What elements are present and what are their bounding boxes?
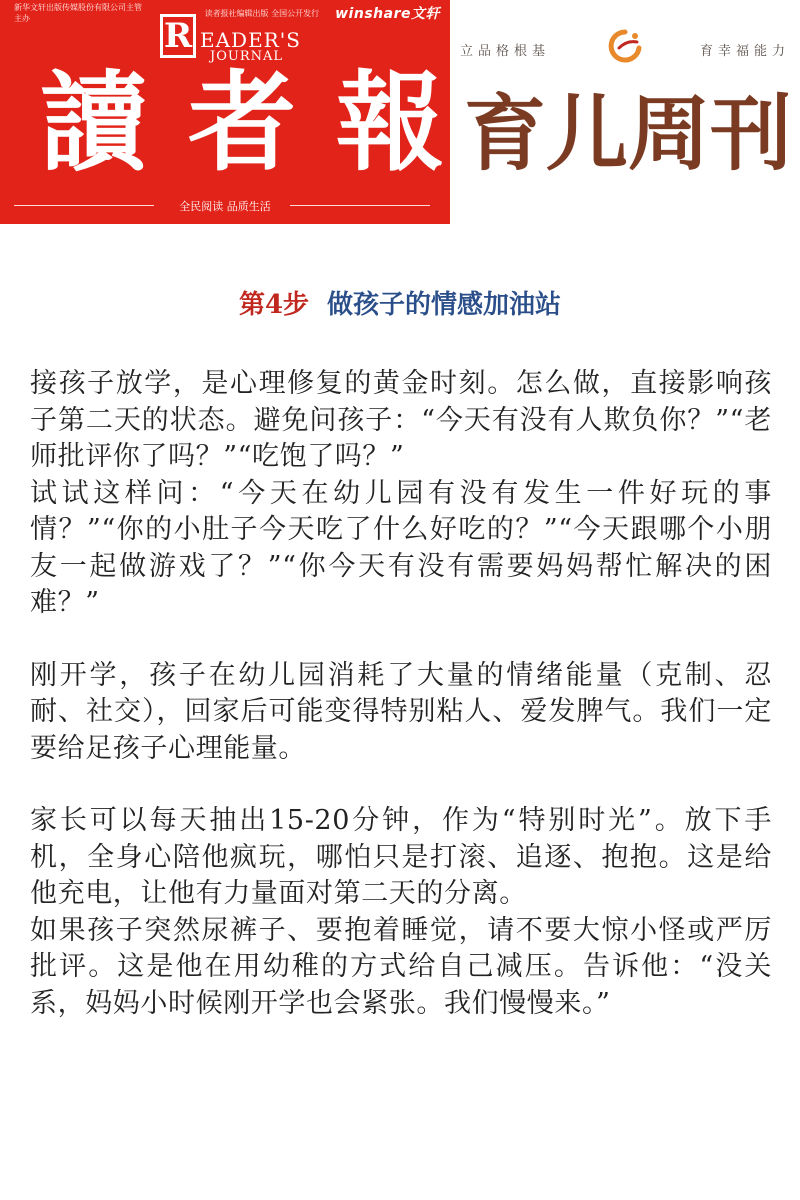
weekly-char: 儿 <box>546 87 629 182</box>
step-heading <box>0 284 800 321</box>
tagline <box>460 38 790 60</box>
masthead-char: 讀 <box>40 60 145 186</box>
step-title-text: 做孩子的情感加油站 <box>327 290 562 320</box>
distributor-text: 读者报社编辑出版 全国公开发行 <box>204 8 320 18</box>
masthead-title <box>40 58 440 188</box>
readers-initial: R <box>163 16 193 56</box>
article-body <box>30 366 772 1022</box>
tagline-right: 育幸福能力 <box>699 43 790 59</box>
parenting-logo-icon <box>605 26 645 66</box>
publisher-text: 新华文轩出版传媒股份有限公司主管主办 <box>14 3 142 23</box>
article-paragraph: 刚开学，孩子在幼儿园消耗了大量的情绪能量（克制、忍耐、社交），回家后可能变得特别粘人、爱发脾气。我们一定要给足孩子心理能量。 <box>30 659 772 764</box>
slogan-rule-left <box>14 205 154 206</box>
parenting-weekly-header <box>460 20 793 220</box>
readers-r-box <box>160 14 196 58</box>
article-paragraph: 家长可以每天抽出15-20分钟，作为“特别时光”。放下手机，全身心陪他疯玩，哪怕只是打滚、追逐、抱抱。这是给他充电，让他有力量面对第二天的分离。 <box>30 805 772 909</box>
step-number: 第4步 <box>238 290 310 320</box>
paragraph-gap <box>30 622 772 658</box>
journal-wordmark-line: JOURNAL <box>210 49 284 64</box>
readers-journal-banner <box>0 0 450 224</box>
winshare-logo: winshare文轩 <box>335 6 440 22</box>
parenting-weekly-title <box>464 87 793 182</box>
article-paragraph: 接孩子放学，是心理修复的黄金时刻。怎么做，直接影响孩子第二天的状态。避免问孩子：“今天有没有人欺负你？”“老师批评你了吗？”“吃饱了吗？” <box>30 368 772 472</box>
paragraph-gap <box>30 767 772 803</box>
weekly-char: 刊 <box>710 87 793 182</box>
readers-wordmark-line: EADER'S <box>200 28 301 52</box>
slogan-rule-right <box>290 205 430 206</box>
masthead-char: 者 <box>187 60 292 186</box>
banner-top-line <box>14 3 440 23</box>
article-paragraph: 如果孩子突然尿裤子、要抱着睡觉，请不要大惊小怪或严厉批评。这是他在用幼稚的方式给自己减压。告诉他：“没关系，妈妈小时候刚开学也会紧张。我们慢慢来。” <box>30 914 772 1019</box>
masthead-slogan: 全民阅读 品质生活 <box>179 200 271 213</box>
tagline-left: 立品格根基 <box>460 43 551 59</box>
article-paragraph: 试试这样问：“今天在幼儿园有没有发生一件好玩的事情？”“你的小肚子今天吃了什么好吃的？”“今天跟哪个小朋友一起做游戏了？”“你今天有没有需要妈妈帮忙解决的困难？” <box>30 477 772 618</box>
weekly-char: 周 <box>628 87 711 182</box>
weekly-char: 育 <box>464 87 547 182</box>
masthead-char: 報 <box>335 60 440 186</box>
